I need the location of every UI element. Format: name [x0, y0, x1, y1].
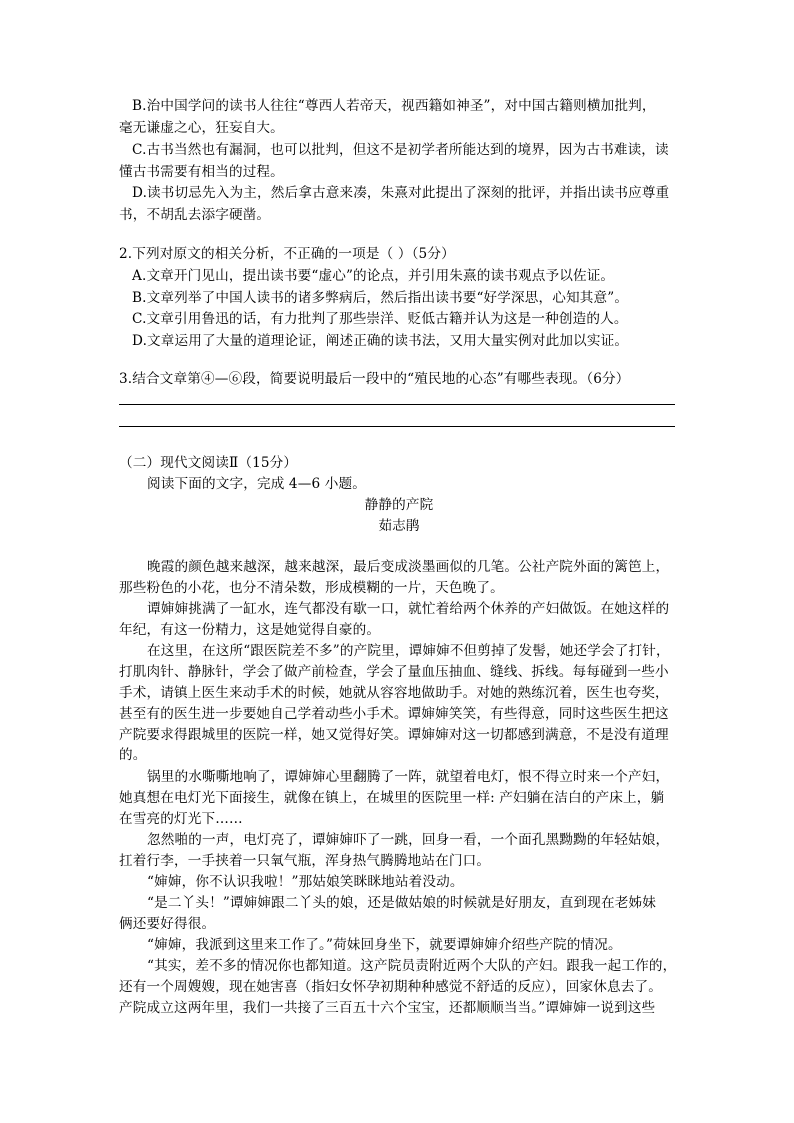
q2-option-d: D.文章运用了大量的道理论证，阐述正确的读书法，又用大量实例对此加以实证。 — [132, 333, 629, 349]
story-line: “婶婶，我派到这里来工作了。”荷妹回身坐下，就要谭婶婶介绍些产院的情况。 — [147, 937, 622, 953]
story-line: 还有一个周嫂嫂，现在她害喜（指妇女怀孕初期种种感觉不舒适的反应），回家休息去了。 — [119, 979, 662, 995]
story-line: 俩还要好得很。 — [119, 916, 216, 932]
story-line: 锅里的水嘶嘶地响了，谭婶婶心里翻腾了一阵，就望着电灯，恨不得立时来一个产妇， — [147, 769, 670, 785]
q2-option-b: B.文章列举了中国人读书的诸多弊病后，然后指出读书要“好学深思，心知其意”。 — [132, 290, 629, 306]
story-line: “其实，差不多的情况你也都知道。这产院员责附近两个大队的产妇。跟我一起工作的， — [147, 958, 677, 974]
section-instruction: 阅读下面的文字，完成 4—6 小题。 — [147, 476, 366, 492]
q1-option-b-line1: B.治中国学问的读书人往往“尊西人若帝天，视西籍如神圣”，对中国古籍则横加批判， — [132, 98, 656, 114]
story-line: 年纪，有这一份精力，这是她觉得自豪的。 — [119, 622, 381, 638]
story-line: 那些粉色的小花，也分不清朵数，形成模糊的一片，天色晚了。 — [119, 580, 504, 596]
story-line: 扛着行李，一手挟着一只氧气瓶，浑身热气腾腾地站在门口。 — [119, 853, 491, 869]
q2-stem: 2.下列对原文的相关分析，不正确的一项是（ ）（5分） — [119, 246, 455, 262]
story-line: 她真想在电灯光下面接生，就像在镇上，在城里的医院里一样: 产妇躺在洁白的产床上，躺 — [119, 790, 665, 806]
q1-option-c-line2: 懂古书需要有相当的过程。 — [119, 164, 284, 180]
q2-option-c: C.文章引用鲁迅的话，有力批判了那些崇洋、贬低古籍并认为这是一种创造的人。 — [132, 311, 628, 327]
q1-option-d-line1: D.读书切忌先入为主，然后拿古意来凑，朱熹对此提出了深刻的批评，并指出读书应尊重 — [132, 185, 670, 201]
q1-option-d-line2: 书，不胡乱去添字硬凿。 — [119, 207, 271, 223]
q3-stem: 3.结合文章第④—⑥段，简要说明最后一段中的“殖民地的心态”有哪些表现。（6分） — [119, 371, 630, 387]
story-line: 手术，请镇上医生来动手术的时候，她就从容容地做助手。对她的熟练沉着，医生也夸奖， — [119, 685, 669, 701]
answer-line-1 — [119, 404, 675, 405]
story-line: 的。 — [119, 747, 147, 763]
story-line: 甚至有的医生进一步要她自己学着动些小手术。谭婶婶笑笑，有些得意，同时这些医生把这 — [119, 706, 669, 722]
story-line: 在这里，在这所“跟医院差不多”的产院里，谭婶婶不但剪掉了发髻，她还学会了打针， — [147, 643, 670, 659]
story-author: 茹志鹃 — [378, 518, 420, 534]
answer-line-2 — [119, 426, 675, 427]
story-line: “婶婶，你不认识我啦！”那姑娘笑眯眯地站着没动。 — [147, 874, 464, 890]
story-line: 谭婶婶挑满了一缸水，连气都没有歇一口，就忙着给两个休养的产妇做饭。在她这样的 — [147, 601, 670, 617]
q2-option-a: A.文章开门见山，提出读书要“虚心”的论点，并引用朱熹的读书观点予以佐证。 — [132, 268, 615, 284]
story-line: 产院要求得跟城里的医院一样，她又觉得好笑。谭婶婶对这一切都感到满意，不是没有道理 — [119, 727, 669, 743]
story-line: 晚霞的颜色越来越深，越来越深，最后变成淡墨画似的几笔。公社产院外面的篱笆上， — [147, 559, 670, 575]
section-heading: （二）现代文阅读Ⅱ（15分） — [119, 455, 298, 471]
story-line: 在雪亮的灯光下…… — [119, 811, 243, 827]
story-line: 打肌肉针、静脉针，学会了做产前检查，学会了量血压抽血、缝线、拆线。每每碰到一些小 — [119, 664, 669, 680]
story-line: 忽然啪的一声，电灯亮了，谭婶婶吓了一跳，回身一看，一个面孔黑黝黝的年轻姑娘， — [147, 832, 670, 848]
story-line: “是二丫头！”谭婶婶跟二丫头的娘，还是做姑娘的时候就是好朋友，直到现在老姊妹 — [147, 895, 656, 911]
story-title: 静静的产院 — [364, 497, 434, 513]
q1-option-c-line1: C.古书当然也有漏洞，也可以批判，但这不是初学者所能达到的境界，因为古书难读，读 — [132, 142, 669, 158]
story-line: 产院成立这两年里，我们一共接了三百五十六个宝宝，还都顺顺当当。”谭婶婶一说到这些 — [119, 1000, 656, 1016]
q1-option-b-line2: 毫无谦虚之心，狂妄自大。 — [119, 120, 284, 136]
